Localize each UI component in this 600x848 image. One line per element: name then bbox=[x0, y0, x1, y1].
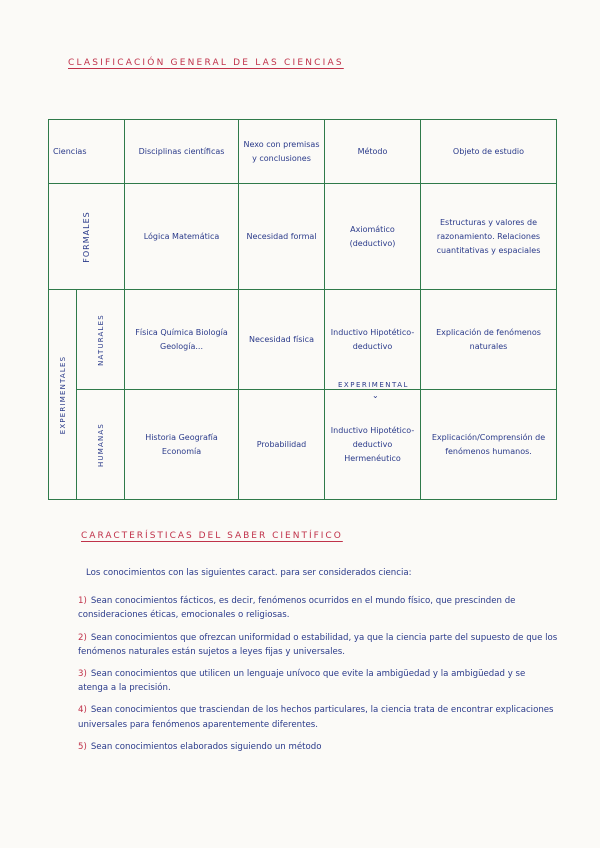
formales-objeto: Estructuras y valores de razonamiento. Relaciones cuantitativas y espaciales bbox=[421, 184, 557, 290]
humanas-disciplinas: Historia Geografía Economía bbox=[125, 390, 239, 500]
classification-table bbox=[48, 119, 557, 500]
header-ciencias: Ciencias bbox=[49, 120, 125, 184]
header-disciplinas: Disciplinas científicas bbox=[125, 120, 239, 184]
row-naturales bbox=[49, 290, 557, 390]
humanas-cell bbox=[77, 390, 125, 500]
humanas-nexo: Probabilidad bbox=[239, 390, 325, 500]
humanas-label: HUMANAS bbox=[96, 422, 105, 467]
list-item: 2) Sean conocimientos que ofrezcan uniformidad o estabilidad, ya que la ciencia parte del supuesto de que los fenómenos naturales están sujetos a leyes fijas y universales. bbox=[78, 632, 558, 657]
list-item: 1) Sean conocimientos fácticos, es decir, fenómenos ocurridos en el mundo físico, que prescinden de consideraciones éticas, emocionales o religiosas. bbox=[78, 596, 516, 621]
section-title: CARACTERÍSTICAS DEL SABER CIENTÍFICO bbox=[81, 531, 343, 541]
naturales-label: NATURALES bbox=[96, 313, 105, 366]
experimental-note: EXPERIMENTAL bbox=[335, 381, 412, 389]
formales-nexo: Necesidad formal bbox=[239, 184, 325, 290]
experimentales-label: EXPERIMENTALES bbox=[58, 355, 67, 434]
humanas-objeto: Explicación/Comprensión de fenómenos humanos. bbox=[421, 390, 557, 500]
naturales-disciplinas: Física Química Biología Geología... bbox=[125, 290, 239, 390]
down-arrow-icon: ⌄ bbox=[372, 391, 379, 400]
characteristics-text bbox=[78, 566, 558, 762]
formales-cell bbox=[49, 184, 125, 290]
page-title: CLASIFICACIÓN GENERAL DE LAS CIENCIAS bbox=[68, 58, 344, 68]
formales-label: FORMALES bbox=[81, 210, 91, 263]
list-item: 3) Sean conocimientos que utilicen un lenguaje unívoco que evite la ambigüedad y la ambigüedad y se atenga a la precisión. bbox=[78, 669, 526, 694]
formales-disciplinas: Lógica Matemática bbox=[125, 184, 239, 290]
list-item: 5) Sean conocimientos elaborados siguiendo un método bbox=[78, 741, 322, 752]
experimentales-cell bbox=[49, 290, 77, 500]
humanas-metodo: Inductivo Hipotético-deductivo Hermenéutico bbox=[325, 390, 421, 500]
list-item: 4) Sean conocimientos que trasciendan de los hechos particulares, la ciencia trata de encontrar explicaciones universales para fenómenos aparentemente diferentes. bbox=[78, 705, 554, 730]
naturales-cell bbox=[77, 290, 125, 390]
header-nexo: Nexo con premisas y conclusiones bbox=[239, 120, 325, 184]
naturales-metodo: Inductivo Hipotético-deductivo bbox=[325, 290, 421, 390]
header-row bbox=[49, 120, 557, 184]
intro-text: Los conocimientos con las siguientes caract. para ser considerados ciencia: bbox=[86, 568, 412, 578]
formales-metodo: Axiomático (deductivo) bbox=[325, 184, 421, 290]
naturales-objeto: Explicación de fenómenos naturales bbox=[421, 290, 557, 390]
header-metodo: Método bbox=[325, 120, 421, 184]
row-formales bbox=[49, 184, 557, 290]
naturales-nexo: Necesidad física bbox=[239, 290, 325, 390]
header-objeto: Objeto de estudio bbox=[421, 120, 557, 184]
row-humanas bbox=[49, 390, 557, 500]
